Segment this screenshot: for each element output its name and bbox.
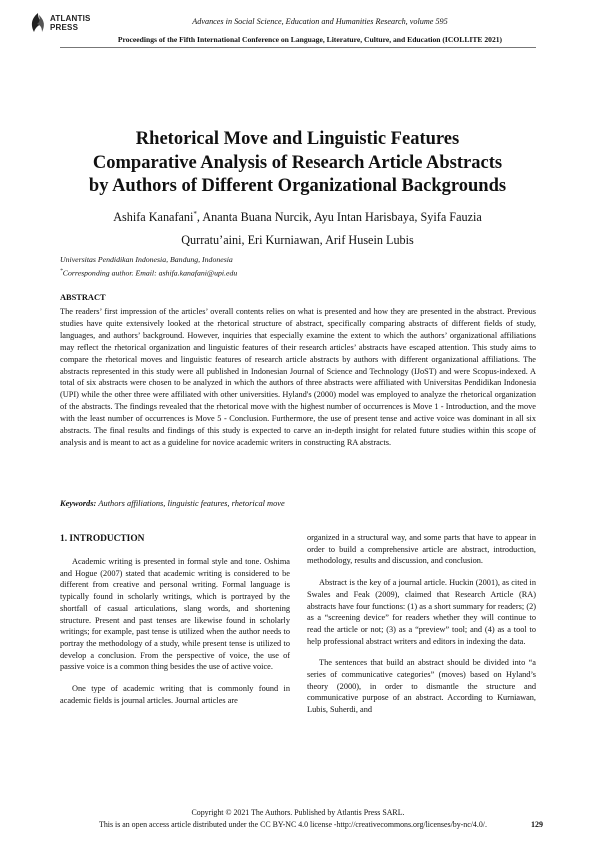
header-divider xyxy=(60,47,536,48)
author-list xyxy=(55,203,540,252)
section-heading-introduction: 1. INTRODUCTION xyxy=(60,534,145,544)
intro-paragraph-3: Abstract is the key of a journal article. Huckin (2001), as cited in Swales and Feak (2009), claimed that Research Article (RA) abstracts have four functions: (1) as a short summary for readers; (2) as a “screening device” for readers whether they will continue to read the article or not; (3) as a “preview” tool; and (4) as a tool to help professional abstract writers and editors in indexing the data. xyxy=(307,578,536,646)
corresponding-email: Corresponding author. Email: ashifa.kanafani@upi.edu xyxy=(62,268,238,278)
abstract-text: The readers’ first impression of the articles’ overall contents relies on what is presented and how they are presented in the abstract. Previous studies have quite extensively looked at the rhetorical structure of abstract, specifically comparing abstracts of different fields of study, languages, and authors’ background. However, inquiries that especially examine the extent to which the authors’ organizational affiliations may reflect the rhetorical organization and linguistic features of their research articles’ abstracts have escaped attention. This study aims to compare the rhetorical moves and linguistic features of research article abstracts by authors with different organizational affiliations. The abstracts represented in this study were all published in Indonesian Journal of Science and Technology (IJoST) and were Scopus-indexed. A total of six abstracts were chosen to be analyzed in which the authors of three abstracts were affiliated with Universitas Pendidikan Indonesia (UPI) while the other three were affiliated with other universities. Hyland's (2000) model was employed to analyze the rhetorical organization of the abstracts. The findings revealed that the rhetorical move with the highest number of occurrences is Move 1 - Introduction, and the move with the least number of occurrences is Move 5 - Conclusion. Furthermore, the use of present tense and active voice was dominant in all six abstracts. The final results and findings of this study is expected to carve an in-depth insight for related future studies within this scope of analysis and is meant to act as a guideline for novice academic writers in constructing RA abstracts. xyxy=(60,307,536,447)
proceedings-header: Proceedings of the Fifth International Conference on Language, Literature, Culture, and Education (ICOLLITE 2021) xyxy=(117,35,503,44)
left-column xyxy=(60,556,290,716)
footer-license: This is an open access article distributed under the CC BY-NC 4.0 license -http://creativecommons.org/licenses/by-nc/4.0/. xyxy=(99,820,487,829)
intro-paragraph-1: Academic writing is presented in formal style and tone. Oshima and Hogue (2007) stated that academic writing is considered to be different from creative and personal writing. Formal language is typically found in scholarly writings, which is portrayed by the shortfall of casual articulations, slang words, and shortening structure. Present and past tenses are likewise found in scholarly writings; for example, past tense is utilized when the author needs to portray the methodology of a study, while present tense is utilized to develop a conclusion. From the perspective of voice, the use of passive voice is a common thing besides the use of active voice. xyxy=(60,557,290,672)
logo-text-line1: ATLANTIS xyxy=(50,14,91,23)
intro-paragraph-4: The sentences that build an abstract should be divided into “a series of communicative categories” (moves) based on Hyland’s theory (2000), in order to dismantle the structure and communicative purpose of an abstract. According to Kurniawan, Lubis, Suherdi, and xyxy=(307,658,536,715)
first-author: Ashifa Kanafani xyxy=(113,210,194,225)
intro-paragraph-2: One type of academic writing that is commonly found in academic fields is journal articles. Journal articles are xyxy=(60,684,290,705)
title-line-1: Rhetorical Move and Linguistic Features xyxy=(135,129,460,149)
intro-paragraph-2-cont: organized in a structural way, and some parts that have to appear in order to build a comprehensive article are abstract, introduction, methodology, results and discussion, and conclusion. xyxy=(307,533,536,566)
keywords xyxy=(60,499,536,508)
right-column xyxy=(307,532,536,726)
abstract-heading: ABSTRACT xyxy=(60,293,106,302)
paper-title xyxy=(55,128,540,199)
corresponding-mark: * xyxy=(193,210,197,218)
corresponding-mark-affil: * xyxy=(60,267,63,274)
affiliation xyxy=(60,255,530,279)
author-line-2: Qurratu’aini, Eri Kurniawan, Arif Husein Lubis xyxy=(181,233,414,248)
series-header: Advances in Social Science, Education and Humanities Research, volume 595 xyxy=(192,17,448,26)
corresponding-author xyxy=(60,266,530,279)
footer-copyright: Copyright © 2021 The Authors. Published by Atlantis Press SARL. xyxy=(191,808,405,817)
page-number: 129 xyxy=(531,820,543,829)
author-line-1-rest: , Ananta Buana Nurcik, Ayu Intan Harisbaya, Syifa Fauzia xyxy=(196,210,482,225)
logo-text-line2: PRESS xyxy=(50,23,79,32)
institution: Universitas Pendidikan Indonesia, Bandung, Indonesia xyxy=(60,255,233,264)
keywords-label: Keywords: xyxy=(60,499,97,508)
atlantis-press-logo-icon xyxy=(28,12,48,34)
title-line-3: by Authors of Different Organizational Backgrounds xyxy=(88,176,507,196)
author-line-1 xyxy=(55,203,540,229)
title-line-2: Comparative Analysis of Research Article Abstracts xyxy=(92,152,503,173)
keywords-values: Authors affiliations, linguistic features, rhetorical move xyxy=(98,499,285,508)
